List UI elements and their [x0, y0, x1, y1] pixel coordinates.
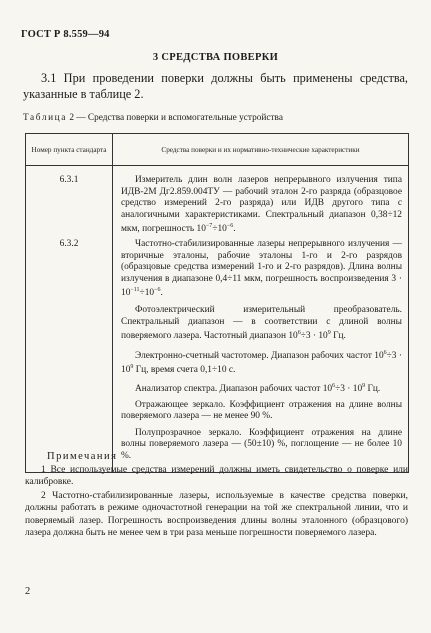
section-title: 3 СРЕДСТВА ПОВЕРКИ [152, 52, 279, 63]
table-cell-clause [26, 166, 113, 236]
note-1: 1 Все используемые средства измерений должны иметь свидетельство о поверке или калибровке. [25, 465, 408, 488]
means-paragraph: Анализатор спектра. Диапазон рабочих частот $10^6\div 3 \cdot 10^9$ Гц. [135, 382, 381, 394]
table-cell-clause [26, 236, 113, 473]
notes-heading: Примечания [47, 451, 118, 462]
verification-means-table [25, 133, 409, 473]
clause-number: 6.3.1 [59, 175, 79, 185]
table-row [26, 166, 409, 236]
means-paragraph: Измеритель длин волн лазеров непрерывного излучения типа ИДВ-2М Дг2.859.004ТУ — рабочий эталон 2-го разряда (образцовое средство измерений 2-го разряда) или ИДВ другого типа с аналогичными характеристиками. Спектральный диапазон 0,38÷12 мкм, погрешность $10^{-7}\div 10^{-6}$. [121, 175, 402, 235]
means-paragraph: Фотоэлектрический измерительный преобразователь. Спектральный диапазон — в соответствии с длиной волны поверяемого лазера. Частотный диапазон $10^6\div 3 \cdot 10^9$ Гц. [121, 304, 402, 342]
table-cell-means [113, 236, 409, 473]
table-row [26, 236, 409, 473]
intro-paragraph: 3.1 При проведении поверки должны быть применены средства, указанные в таблице 2. [23, 71, 408, 101]
table-cell-means [113, 166, 409, 236]
standard-number: ГОСТ Р 8.559—94 [21, 29, 110, 40]
table-caption [23, 113, 283, 123]
table-caption-label: Таблица [23, 113, 67, 123]
means-paragraph: Частотно-стабилизированные лазеры непрерывного излучения — вторичные эталоны, рабочие эталоны 1-го и 2-го разрядов (образцовые средства измерений 1-го и 2-го разрядов). Длина волны излучения в диапазоне 0,4÷11 мкм, погрешность воспроизведения $3 \cdot 10^{-11}\div 10^{-6}$. [121, 238, 402, 299]
column-header-clause: Номер пункта стандарта [26, 134, 113, 166]
note-2: 2 Частотно-стабилизированные лазеры, используемые в качестве средства поверки, должны работать в режиме одночастотной генерации на той же спектральной линии, что и поверяемый лазер. Погрешность воспроизведения длины волны эталонного (образцового) лазера должна быть не менее чем в три раза меньше погрешности поверяемого лазера. [25, 491, 408, 538]
means-paragraph: Отражающее зеркало. Коэффициент отражения на длине волны поверяемого лазера — не менее 90 %. [121, 399, 402, 422]
column-header-means: Средства поверки и их нормативно-технические характеристики [113, 134, 409, 166]
means-paragraph: Электронно-счетный частотомер. Диапазон рабочих частот $10^6\div 3 \cdot 10^9$ Гц, время счета 0,1÷10 с. [121, 349, 402, 376]
table-caption-text: 2 — Средства поверки и вспомогательные устройства [67, 113, 283, 123]
clause-number: 6.3.2 [59, 238, 79, 249]
page-number: 2 [25, 586, 31, 597]
means-paragraph: Полупрозрачное зеркало. Коэффициент отражения на длине волны поверяемого лазера — (50±10) %, поглощение — не более 10 %. [121, 427, 402, 461]
